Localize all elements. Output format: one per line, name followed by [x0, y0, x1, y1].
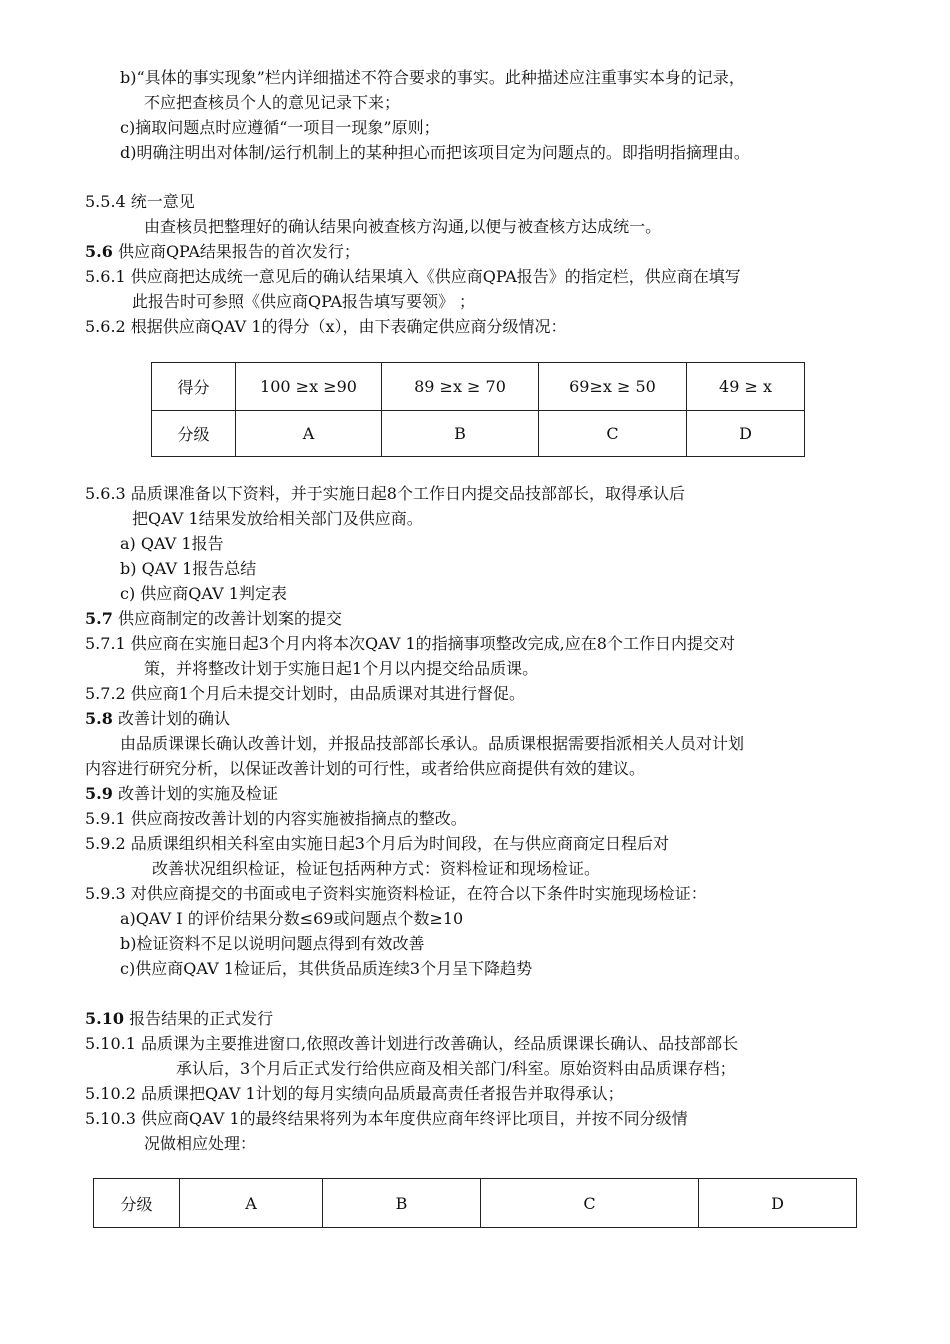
list-item: a)QAV I 的评价结果分数≤69或问题点个数≥10 — [120, 909, 464, 928]
heading-5-7 — [85, 608, 342, 630]
section-5-10-3-cont: 况做相应处理： — [144, 1134, 257, 1153]
table-cell: C — [539, 411, 687, 457]
table-cell: A — [236, 411, 382, 457]
heading-title: 改善计划的实施及检证 — [117, 784, 278, 803]
table-cell: C — [481, 1179, 699, 1228]
section-5-10-1: 5.10.1 品质课为主要推进窗口,依照改善计划进行改善确认，经品质课课长确认、品技部部长 — [85, 1034, 739, 1053]
section-5-10-3: 5.10.3 供应商QAV 1的最终结果将列为本年度供应商年终评比项目，并按不同分级情 — [85, 1109, 688, 1128]
list-item: a) QAV 1报告 — [120, 534, 224, 553]
heading-title: 报告结果的正式发行 — [129, 1009, 274, 1028]
section-5-6-3: 5.6.3 品质课准备以下资料，并于实施日起8个工作日内提交品技部部长，取得承认后 — [85, 484, 685, 503]
section-5-6-2: 5.6.2 根据供应商QAV 1的得分（x），由下表确定供应商分级情况： — [85, 317, 567, 336]
table-cell: 49 ≥ x — [687, 363, 805, 411]
heading-number: 5.9 — [85, 784, 113, 803]
list-item: c)供应商QAV 1检证后，其供货品质连续3个月呈下降趋势 — [120, 959, 533, 978]
table-cell: 100 ≥x ≥90 — [236, 363, 382, 411]
section-5-7-1-cont: 策，并将整改计划于实施日起1个月以内提交给品质课。 — [144, 659, 539, 678]
section-5-9-2: 5.9.2 品质课组织相关科室由实施日起3个月后为时间段，在与供应商商定日程后对 — [85, 834, 669, 853]
heading-title: 改善计划的确认 — [117, 709, 230, 728]
heading-title: 供应商制定的改善计划案的提交 — [117, 609, 342, 628]
grade-score-table — [151, 362, 805, 457]
section-5-6-3-cont: 把QAV 1结果发放给相关部门及供应商。 — [132, 509, 423, 528]
table-cell: 89 ≥x ≥ 70 — [382, 363, 539, 411]
heading-title: 供应商QPA结果报告的首次发行； — [117, 242, 360, 261]
section-5-7-1: 5.7.1 供应商在实施日起3个月内将本次QAV 1的指摘事项整改完成,应在8个工作日内提交对 — [85, 634, 735, 653]
table-cell: B — [382, 411, 539, 457]
list-item: c) 供应商QAV 1判定表 — [120, 584, 287, 603]
section-5-6-1: 5.6.1 供应商把达成统一意见后的确认结果填入《供应商QPA报告》的指定栏，供应商在填写 — [85, 267, 741, 286]
table-header-grade: 分级 — [94, 1179, 180, 1228]
table-cell: D — [687, 411, 805, 457]
table-cell: B — [323, 1179, 481, 1228]
section-5-7-2: 5.7.2 供应商1个月后未提交计划时，由品质课对其进行督促。 — [85, 684, 525, 703]
heading-5-6 — [85, 241, 360, 263]
section-5-8-body: 由品质课课长确认改善计划，并报品技部部长承认。品质课根据需要指派相关人员对计划 — [120, 734, 745, 753]
table-header-grade: 分级 — [152, 411, 236, 457]
heading-5-10 — [85, 1008, 273, 1030]
section-5-9-3: 5.9.3 对供应商提交的书面或电子资料实施资料检证，在符合以下条件时实施现场检证： — [85, 884, 707, 903]
section-5-5-4-body: 由查核员把整理好的确认结果向被查核方沟通,以便与被查核方达成统一。 — [144, 217, 662, 236]
section-5-6-1-cont: 此报告时可参照《供应商QPA报告填写要领》 ； — [132, 292, 476, 311]
heading-5-9 — [85, 783, 278, 805]
heading-number: 5.10 — [85, 1009, 124, 1028]
table-cell: D — [699, 1179, 857, 1228]
section-5-10-1-cont: 承认后，3个月后正式发行给供应商及相关部门/科室。原始资料由品质课存档； — [176, 1059, 736, 1078]
section-5-8-body-cont: 内容进行研究分析，以保证改善计划的可行性，或者给供应商提供有效的建议。 — [85, 759, 646, 778]
heading-number: 5.6 — [85, 242, 113, 261]
section-5-5-4: 5.5.4 统一意见 — [85, 192, 195, 211]
table-row — [152, 363, 805, 411]
table-cell: A — [180, 1179, 323, 1228]
heading-5-8 — [85, 708, 230, 730]
section-5-9-2-cont: 改善状况组织检证，检证包括两种方式：资料检证和现场检证。 — [152, 859, 601, 878]
heading-number: 5.7 — [85, 609, 113, 628]
table-row — [152, 411, 805, 457]
table-row — [94, 1179, 857, 1228]
item-c: c)摘取问题点时应遵循“一项目一现象”原则； — [120, 118, 440, 137]
list-item: b)检证资料不足以说明问题点得到有效改善 — [120, 934, 425, 953]
section-5-10-2: 5.10.2 品质课把QAV 1计划的每月实绩向品质最高责任者报告并取得承认； — [85, 1084, 624, 1103]
item-d: d)明确注明出对体制/运行机制上的某种担心而把该项目定为问题点的。即指明指摘理由。 — [120, 143, 750, 162]
table-header-score: 得分 — [152, 363, 236, 411]
heading-number: 5.8 — [85, 709, 113, 728]
grade-handling-table — [93, 1178, 857, 1228]
table-cell: 69≥x ≥ 50 — [539, 363, 687, 411]
item-b-cont: 不应把查核员个人的意见记录下来； — [144, 93, 401, 112]
section-5-9-1: 5.9.1 供应商按改善计划的内容实施被指摘点的整改。 — [85, 809, 467, 828]
list-item: b) QAV 1报告总结 — [120, 559, 257, 578]
item-b: b)“具体的事实现象”栏内详细描述不符合要求的事实。此种描述应注重事实本身的记录， — [120, 68, 745, 87]
